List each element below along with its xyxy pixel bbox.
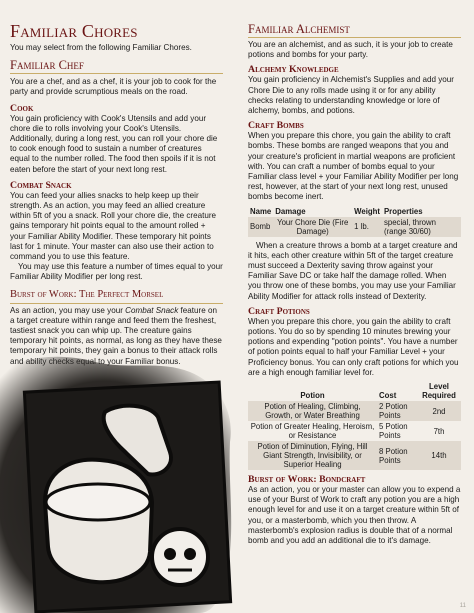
perfect-morsel-text-em: Combat Snack xyxy=(125,305,179,315)
level-cell: 7th xyxy=(433,426,445,436)
alchemist-intro: You are an alchemist, and as such, it is your job to create potions and bombs for your party. xyxy=(248,40,453,60)
potion-table xyxy=(248,381,461,470)
chores-intro: You may select from the following Familiar Chores. xyxy=(10,43,192,52)
bomb-table-header-weight: Weight xyxy=(354,206,380,216)
craft-bombs-text: When you prepare this chore, you gain the ability to craft bombs. These bombs are ranged weapons that you and your creature's proficient in martial weapons are proficient with. You can craft a number of bombs equal to your Familiar class level + your Familiar Ability Modifier per long rest, however, at the start of your next long rest, unused bombs become inert. xyxy=(248,131,459,202)
level-cell: 2nd xyxy=(417,401,461,421)
subheading-craft-bombs: Craft Bombs xyxy=(248,120,304,132)
potion-table-header xyxy=(248,381,461,401)
subheading-alchemy-knowledge: Alchemy Knowledge xyxy=(248,64,339,76)
bomb-properties-cell: special, thrown (range 30/60) xyxy=(382,217,461,237)
right-column xyxy=(248,22,461,546)
chef-intro: You are a chef, and as a chef, it is your job to cook for the party and provide scrumptious meals on the road. xyxy=(10,77,217,97)
perfect-morsel-text-pre: As an action, you may use your xyxy=(10,305,126,315)
alchemy-knowledge-text: You gain proficiency in Alchemist's Supplies and add your Chore Die to any rolls made using it or for any ability checks relating to understanding knowledge or lore of alchemy, bombs, and potions. xyxy=(248,75,454,116)
bomb-name-cell: Bomb xyxy=(248,217,273,237)
potion-table-header-level: Level Required xyxy=(422,382,456,401)
cost-cell: 8 Potion Points xyxy=(377,441,417,470)
section-heading-familiar-chef: Familiar Chef xyxy=(10,58,223,74)
level-cell: 14th xyxy=(417,441,461,470)
bomb-table xyxy=(248,206,461,237)
subheading-bondcraft: Burst of Work: Bondcraft xyxy=(248,474,366,486)
bomb-table-header-damage: Damage xyxy=(275,206,306,216)
section-heading-familiar-alchemist: Familiar Alchemist xyxy=(248,22,461,38)
combat-snack-text: You can feed your allies snacks to help keep up their strength. As an action, you may feed an allied creature within 5ft of you a snack. Roll your chore die, the creature gains temporary hit points equal to the amount rolled + your Familiar Ability Modifier. These temporary hit points last for 1 minute. Your master can also use their action to command you to use this feature. xyxy=(10,190,217,262)
bomb-throw-text: When a creature throws a bomb at a target creature and it hits, each other creature within 5ft of the target creature must succeed a Dexterity saving throw against your Familiar Save DC or take half the damage rolled. When you throw one of these bombs, you may use your Familiar Ability Modifier for attack rolls instead of Dexterity. xyxy=(248,240,458,301)
subheading-combat-snack: Combat Snack xyxy=(10,179,72,191)
subheading-cook: Cook xyxy=(10,102,34,114)
pot-rim-icon xyxy=(46,484,150,520)
subheading-perfect-morsel: Burst of Work: The Perfect Morsel xyxy=(10,288,223,304)
page-number: 11 xyxy=(459,603,466,609)
page-title: Familiar Chores xyxy=(10,21,138,41)
cook-text: You gain proficiency with Cook's Utensils and add your chore die to rolls involving your Cook's Utensils. Additionally, during a long rest, you can roll your chore die to cook enough food to sustain a number of creatures equal to the number rolled. The food then spoils if it is not eaten before the start of your next long rest. xyxy=(10,113,218,174)
bomb-table-header-name: Name xyxy=(250,206,272,216)
bomb-damage-cell: Your Chore Die (Fire Damage) xyxy=(273,217,352,237)
bondcraft-text: As an action, you or your master can allow you to expend a use of your Burst of Work to craft any potion you are a high enough level for and use it on a target creature within 5ft of you, or a masterbomb, which you then throw. A masterbomb's explosion radius is double that of a normal bomb and you add an additional die to it's damage. xyxy=(248,485,461,546)
cost-cell: 2 Potion Points xyxy=(377,401,417,421)
left-column xyxy=(10,22,223,367)
bomb-table-header-properties: Properties xyxy=(383,206,423,216)
table-row xyxy=(248,421,461,441)
bomb-weight-cell: 1 lb. xyxy=(352,217,382,237)
skull-eye-left-icon xyxy=(164,548,176,560)
skull-eye-right-icon xyxy=(184,548,196,560)
potion-cell: Potion of Greater Healing, Heroism, or Resistance xyxy=(250,422,375,441)
table-row xyxy=(248,441,461,470)
chef-illustration xyxy=(0,352,235,613)
skull-icon xyxy=(152,529,208,585)
cost-cell: 5 Potion Points xyxy=(379,422,408,441)
bomb-table-header xyxy=(248,206,461,217)
potion-table-header-cost: Cost xyxy=(379,391,397,401)
perfect-morsel-text-post: feature on a target creature within range and feed them the freshest, tastiest snack you can whip up. The creature gains temporary hit points, as normal, as long as they have these temporary hit points, they gain a bonus to their attack rolls and ability checks equal to your Familiar bonus. xyxy=(10,305,222,366)
potion-cell: Potion of Diminution, Flying, Hill Giant Strength, Invisibility, or Superior Healing xyxy=(248,441,377,470)
table-row xyxy=(248,401,461,421)
combat-snack-text-2: You may use this feature a number of times equal to your Familiar Ability Modifier per long rest. xyxy=(10,262,223,282)
potion-cell: Potion of Healing, Climbing, Growth, or Water Breathing xyxy=(248,401,377,421)
subheading-craft-potions: Craft Potions xyxy=(248,305,310,317)
potion-table-header-potion: Potion xyxy=(300,391,325,401)
table-row xyxy=(248,217,461,237)
craft-potions-text: When you prepare this chore, you gain the ability to craft potions. You do so by spending 10 minutes brewing your potions and expending "potion points". You have a number of potion points equal to half your Familiar Level + your Proficiency bonus. You can only craft potions for which you are a high enough familiar level for. xyxy=(248,316,459,377)
